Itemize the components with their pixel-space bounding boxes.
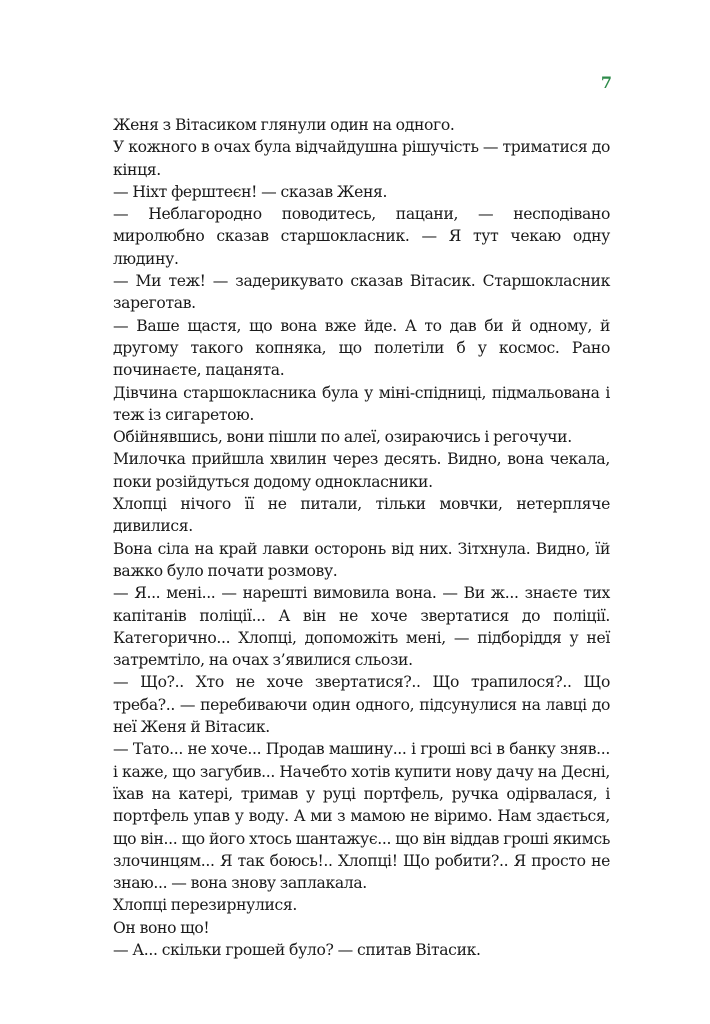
paragraph-1: Женя з Вітасиком глянули один на одного. [113, 116, 455, 134]
paragraph-14: — Тато... не хоче... Продав машину... і гроші всі в банку зняв... і каже, що загубив... Начебто хотів купити нову дачу на Десні, їхав на катері, тримав у руці портфель, ручка одірвалася, і портфель упав у воду. А ми з мамою не віримо. Нам здається, що він... що його хтось шантажує... що він віддав гроші якимсь злочинцям... Я так боюсь!.. Хлопці! Що робити?.. Я просто не знаю... — вона знову заплакала. [113, 740, 610, 893]
paragraph-12: — Я... мені... — нарешті вимовила вона. — Ви ж... знаєте тих капітанів поліції... А він не хоче звертатися до поліції. Категорично... Хлопці, допоможіть мені, — підборіддя у неї затремтіло, на очах з’явилися сльози. [113, 584, 610, 670]
paragraph-4: — Неблагородно поводитесь, пацани, — несподівано миролюбно сказав старшокласник. — Я тут чекаю одну людину. [113, 205, 610, 268]
paragraph-6: — Ваше щастя, що вона вже йде. А то дав би й одному, й другому такого копняка, що полетіли б у космос. Рано починаєте, пацанята. [113, 316, 610, 380]
paragraph-16: Он воно що! [113, 918, 210, 937]
paragraph-5: — Ми теж! — задерикувато сказав Вітасик. Старшокласник зареготав. [113, 272, 610, 313]
page-number: 7 [600, 73, 612, 92]
paragraph-7: Дівчина старшокласника була у міні-спідниці, підмальована і теж із сигаретою. [113, 383, 610, 424]
paragraph-9: Милочка прийшла хвилин через десять. Видно, вона чекала, поки розійдуться додому однокласники. [113, 450, 610, 491]
paragraph-3: — Ніхт ферштеєн! — сказав Женя. [113, 182, 388, 201]
paragraph-13: — Що?.. Хто не хоче звертатися?.. Що трапилося?.. Що треба?.. — перебиваючи один одного, підсунулися на лавці до неї Женя й Вітасик. [113, 673, 610, 737]
paragraph-10: Хлопці нічого її не питали, тільки мовчки, нетерпляче дивилися. [113, 495, 610, 536]
paragraph-2: У кожного в очах була відчайдушна рішучість — триматися до кінця. [113, 138, 610, 179]
paragraph-11: Вона сіла на край лавки осторонь від них. Зітхнула. Видно, їй важко було почати розмову. [113, 539, 610, 580]
text-body [113, 114, 610, 961]
paragraph-15: Хлопці перезирнулися. [113, 896, 298, 915]
paragraph-8: Обійнявшись, вони пішли по алеї, озираючись і регочучи. [113, 428, 572, 447]
paragraph-17: — А... скільки грошей було? — спитав Вітасик. [113, 940, 481, 959]
